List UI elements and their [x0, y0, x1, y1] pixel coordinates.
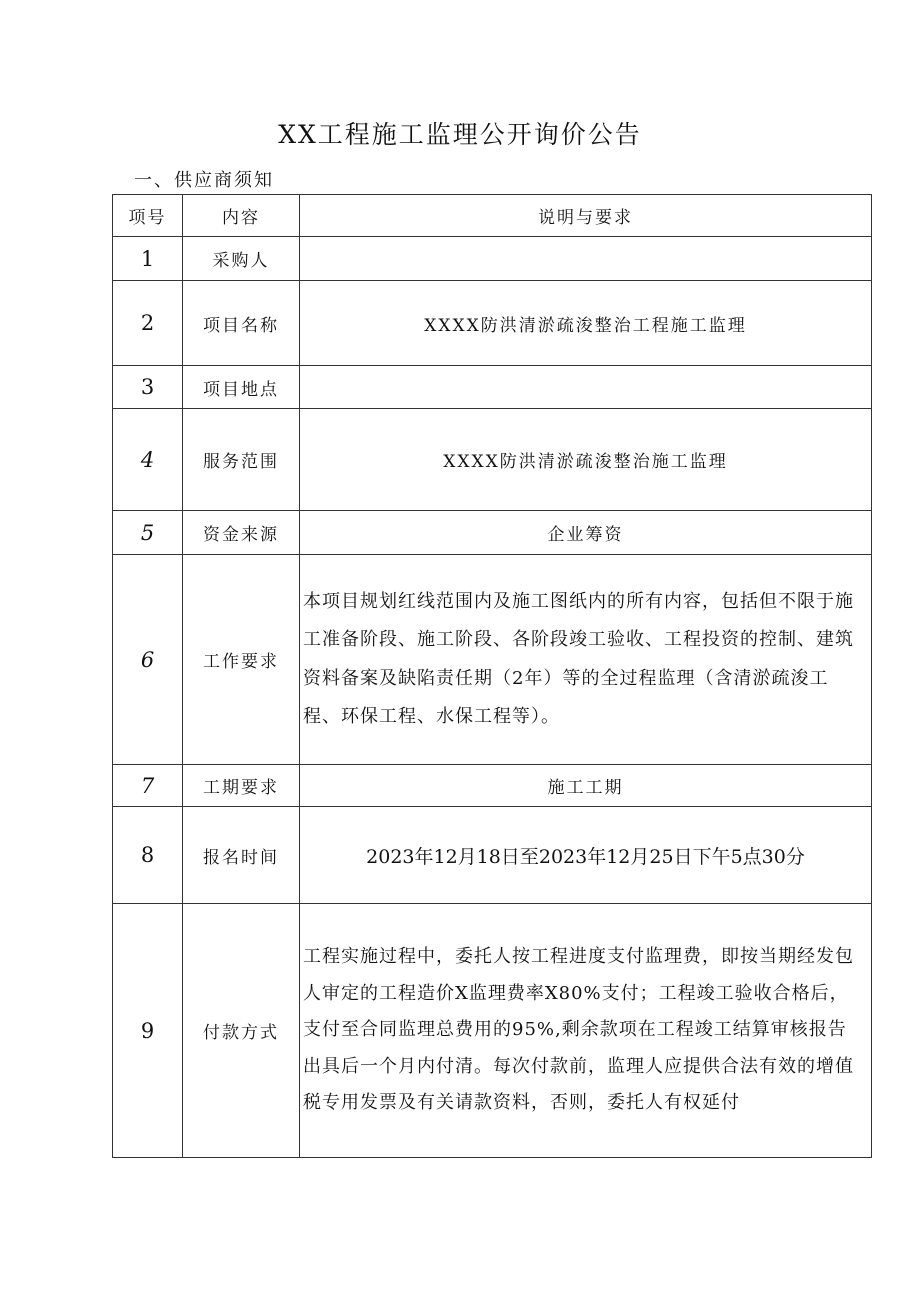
table-header-row	[113, 195, 872, 237]
row-number: 4	[113, 409, 183, 511]
row-description: 企业筹资	[300, 511, 872, 555]
row-description	[300, 366, 872, 409]
row-number: 1	[113, 237, 183, 281]
table-row	[113, 281, 872, 366]
row-number: 7	[113, 765, 183, 807]
row-number: 2	[113, 281, 183, 366]
table-row	[113, 765, 872, 807]
table-row	[113, 237, 872, 281]
header-description: 说明与要求	[300, 195, 872, 237]
row-number: 8	[113, 807, 183, 904]
row-item: 项目名称	[183, 281, 300, 366]
row-item: 工作要求	[183, 555, 300, 765]
row-item: 工期要求	[183, 765, 300, 807]
row-item: 采购人	[183, 237, 300, 281]
row-number: 3	[113, 366, 183, 409]
table-row	[113, 409, 872, 511]
row-description: 施工工期	[300, 765, 872, 807]
row-number: 5	[113, 511, 183, 555]
row-description: XXXX防洪清淤疏浚整治工程施工监理	[300, 281, 872, 366]
header-item-number: 项号	[113, 195, 183, 237]
header-content: 内容	[183, 195, 300, 237]
row-item: 报名时间	[183, 807, 300, 904]
row-number: 9	[113, 904, 183, 1158]
row-description: XXXX防洪清淤疏浚整治施工监理	[300, 409, 872, 511]
table-row	[113, 366, 872, 409]
page-title: XX工程施工监理公开询价公告	[278, 120, 642, 149]
table-row	[113, 807, 872, 904]
row-item: 服务范围	[183, 409, 300, 511]
row-number: 6	[113, 555, 183, 765]
row-item: 付款方式	[183, 904, 300, 1158]
table-row	[113, 555, 872, 765]
row-description	[300, 237, 872, 281]
row-description: 2023年12月18日至2023年12月25日下午5点30分	[300, 807, 872, 904]
row-description: 工程实施过程中，委托人按工程进度支付监理费，即按当期经发包人审定的工程造价X监理费率X80%支付；工程竣工验收合格后，支付至合同监理总费用的95%,剩余款项在工程竣工结算审核报告出具后一个月内付清。每次付款前，监理人应提供合法有效的增值税专用发票及有关请款资料，否则，委托人有权延付	[300, 904, 872, 1158]
section-heading: 一、供应商须知	[134, 170, 274, 191]
row-description: 本项目规划红线范围内及施工图纸内的所有内容，包括但不限于施工准备阶段、施工阶段、各阶段竣工验收、工程投资的控制、建筑资料备案及缺陷责任期（2年）等的全过程监理（含清淤疏浚工程、环保工程、水保工程等）。	[300, 555, 872, 765]
table-row	[113, 511, 872, 555]
row-item: 资金来源	[183, 511, 300, 555]
row-item: 项目地点	[183, 366, 300, 409]
supplier-notice-table	[112, 194, 872, 1158]
table-row	[113, 904, 872, 1158]
